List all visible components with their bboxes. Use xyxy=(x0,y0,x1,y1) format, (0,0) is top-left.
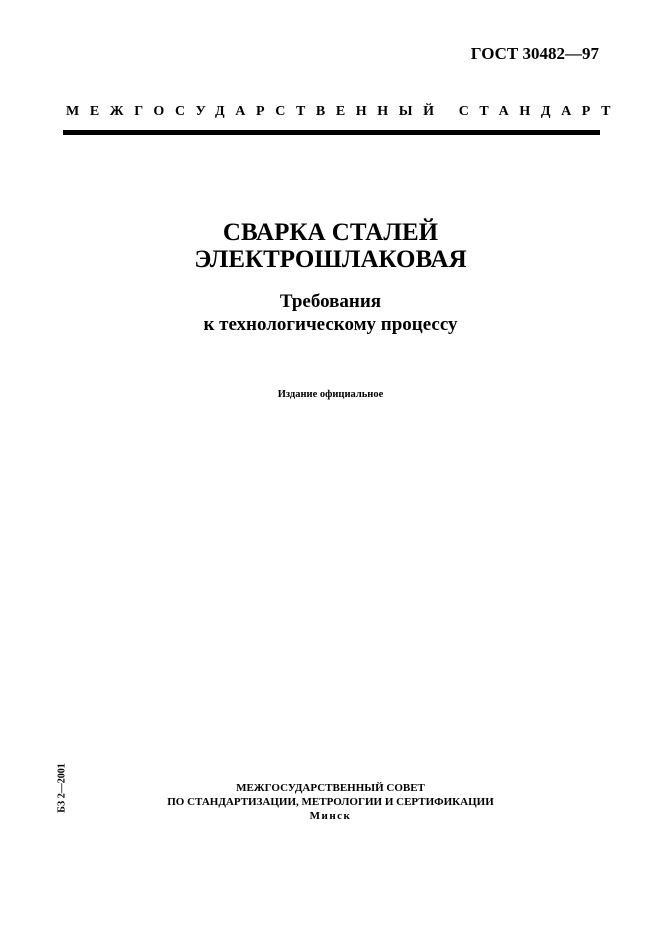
document-subtitle-line-1: Требования xyxy=(279,291,382,312)
publisher-line-2: ПО СТАНДАРТИЗАЦИИ, МЕТРОЛОГИИ И СЕРТИФИКАЦИИ xyxy=(167,796,494,808)
gost-number: ГОСТ 30482—97 xyxy=(470,44,599,63)
edition-label: Издание официальное xyxy=(277,389,384,400)
header-divider xyxy=(63,130,600,135)
document-title-line-2: ЭЛЕКТРОШЛАКОВАЯ xyxy=(194,246,467,273)
publisher-city: Минск xyxy=(309,810,352,822)
document-subtitle-line-2: к технологическому процессу xyxy=(203,314,458,335)
publisher-line-1: МЕЖГОСУДАРСТВЕННЫЙ СОВЕТ xyxy=(236,782,425,794)
side-code-text: БЗ 2—2001 xyxy=(56,763,68,813)
document-title-line-1: СВАРКА СТАЛЕЙ xyxy=(222,219,439,246)
standard-type-heading: МЕЖГОСУДАРСТВЕННЫЙ СТАНДАРТ xyxy=(66,104,622,119)
